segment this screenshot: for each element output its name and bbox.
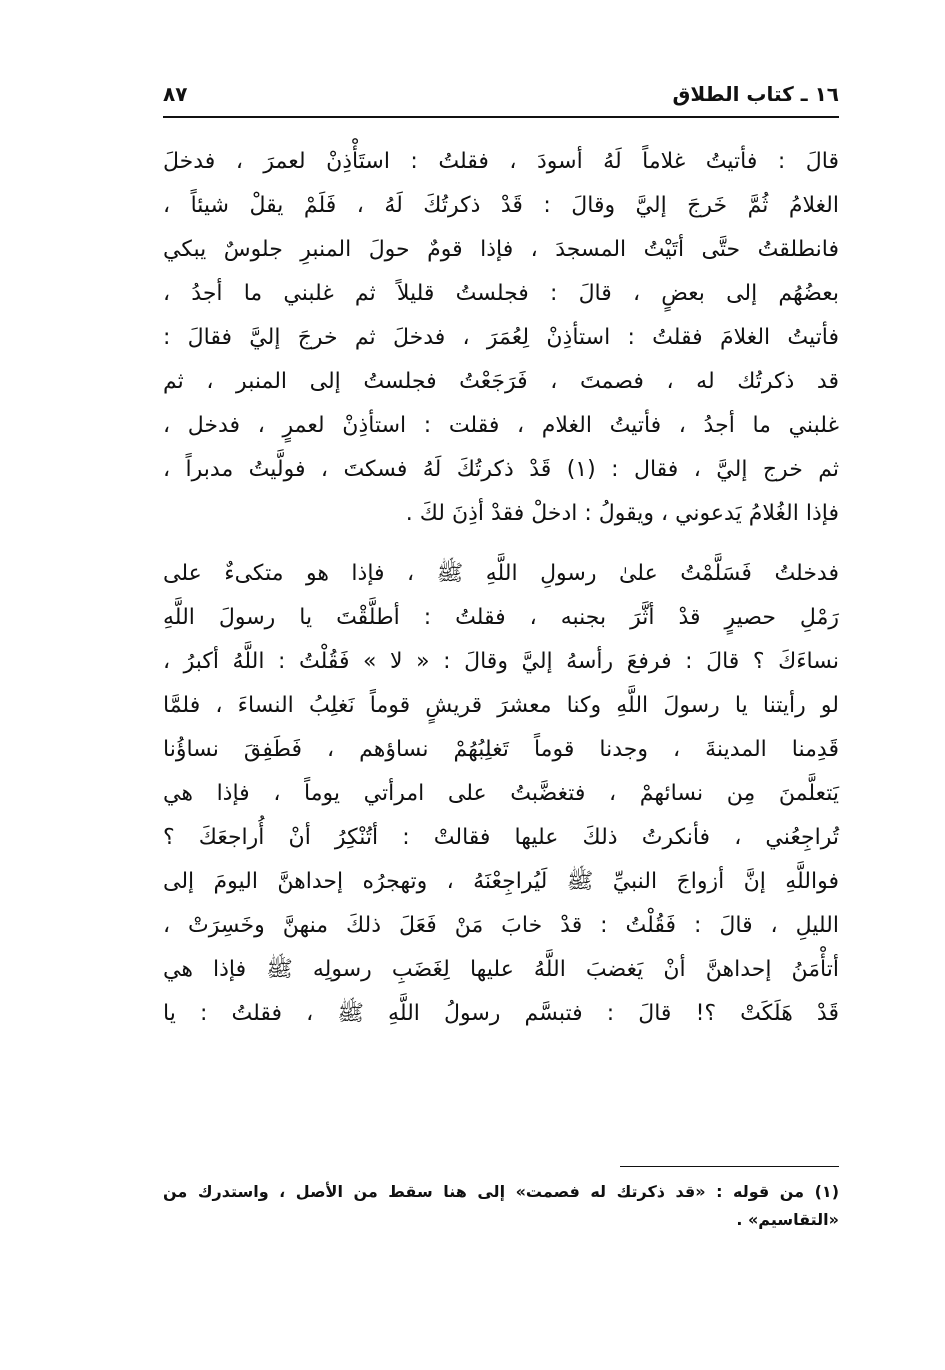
text-line: تُراجِعُني ، فأنكرتُ ذلكَ عليها فقالتْ : أتُنْكِرُ أنْ أُراجعَكَ ؟ bbox=[163, 825, 839, 850]
text-line: أتأْمَنُ إحداهنَّ أنْ يَغضبَ اللَّهُ عليها لِغَضَبِ رسولِه ﷺ فإذا هي bbox=[163, 957, 839, 982]
text-line: الغلامُ ثُمَّ خَرجَ إليَّ وقالَ : قَدْ ذكرتُكَ لَهُ ، فَلَمْ يقلْ شيئاً ، bbox=[163, 193, 839, 218]
text-line: نساءَكَ ؟ قالَ : فرفعَ رأسهُ إليَّ وقالَ : « لا » فَقُلْتُ : اللَّهُ أكبرُ ، bbox=[163, 649, 839, 674]
text-line: بعضُهُم إلى بعضٍ ، قالَ : فجلستُ قليلاً ثم غلبني ما أجدُ ، bbox=[163, 281, 839, 306]
text-line: غلبني ما أجدُ ، فأتيتُ الغلام ، فقلت : استأذِنْ لعمرٍ ، فدخل ، bbox=[163, 413, 839, 438]
running-head: ١٦ ـ كتاب الطلاق bbox=[672, 82, 839, 106]
page-header bbox=[163, 80, 839, 112]
text-line: قَدْ هَلَكَتْ ؟! قالَ : فتبسَّم رسولُ اللَّهِ ﷺ ، فقلتُ : يا bbox=[163, 1001, 839, 1026]
text-line: قد ذكرتُك له ، فصمتَ ، فَرَجَعْتُ فجلستُ إلى المنبر ، ثم bbox=[163, 369, 839, 394]
text-line: فإذا الغُلامُ يَدعوني ، ويقولُ : ادخلْ فقدْ أذِنَ لكَ . bbox=[405, 501, 839, 526]
footnote bbox=[163, 1178, 839, 1234]
text-line: فأتيتُ الغلامَ فقلتُ : استأذِنْ لِعُمَرَ ، فدخلَ ثم خرجَ إليَّ فقالَ : bbox=[163, 325, 839, 350]
text-line: فانطلقتُ حتَّى أتَيْتُ المسجدَ ، فإذا قومٌ حولَ المنبرِ جلوسٌ يبكي bbox=[163, 237, 839, 262]
paragraph-1 bbox=[163, 140, 839, 536]
paragraph-gap bbox=[163, 536, 839, 552]
footnote-line: «التقاسيم» . bbox=[736, 1210, 839, 1229]
text-line: فدخلتُ فَسَلَّمْتُ علىٰ رسولِ اللَّهِ ﷺ ، فإذا هو متكىءٌ على bbox=[163, 561, 839, 586]
text-line: لو رأيتنا يا رسولَ اللَّهِ وكنا معشرَ قريشٍ قوماً نَغلِبُ النساءَ ، فلمَّا bbox=[163, 693, 839, 718]
footnote-line: (١) من قوله : «قد ذكرتك له فصمت» إلى هنا سقط من الأصل ، واستدرك من bbox=[163, 1182, 839, 1201]
footnote-rule bbox=[620, 1166, 839, 1167]
text-line: الليلِ ، قالَ : فَقُلْتُ : قدْ خابَ مَنْ فَعَلَ ذلكَ منهنَّ وخَسِرَتْ ، bbox=[163, 913, 839, 938]
page-number: ٨٧ bbox=[163, 82, 188, 106]
text-line: يَتعلَّمنَ مِن نسائهمْ ، فتغضَّبتُ على امرأتي يوماً ، فإذا هي bbox=[163, 781, 839, 806]
text-line: قالَ : فأتيتُ غلاماً لَهُ أسودَ ، فقلتُ : استَأْذِنْ لعمرَ ، فدخلَ bbox=[163, 149, 839, 174]
text-line: ثم خرج إليَّ ، فقال : (١) قَدْ ذكرتُكَ لَهُ فسكتَ ، فولَّيتُ مدبراً ، bbox=[163, 457, 839, 482]
header-rule bbox=[163, 116, 839, 118]
text-line: قَدِمنا المدينةَ ، وجدنا قوماً تَغلِبُهُمْ نساؤهم ، فَطَفِقَ نساؤُنا bbox=[163, 737, 839, 762]
main-text bbox=[163, 140, 839, 1036]
text-line: رَمْلِ حصيرٍ قدْ أثَّرَ بجنبه ، فقلتُ : أطلَّقْتَ يا رسولَ اللَّهِ bbox=[163, 605, 839, 630]
text-line: فواللَّهِ إنَّ أزواجَ النبيِّ ﷺ لَيُراجِعْنَهُ ، وتهجرُه إحداهنَّ اليومَ إلى bbox=[163, 869, 839, 894]
paragraph-2 bbox=[163, 552, 839, 1036]
